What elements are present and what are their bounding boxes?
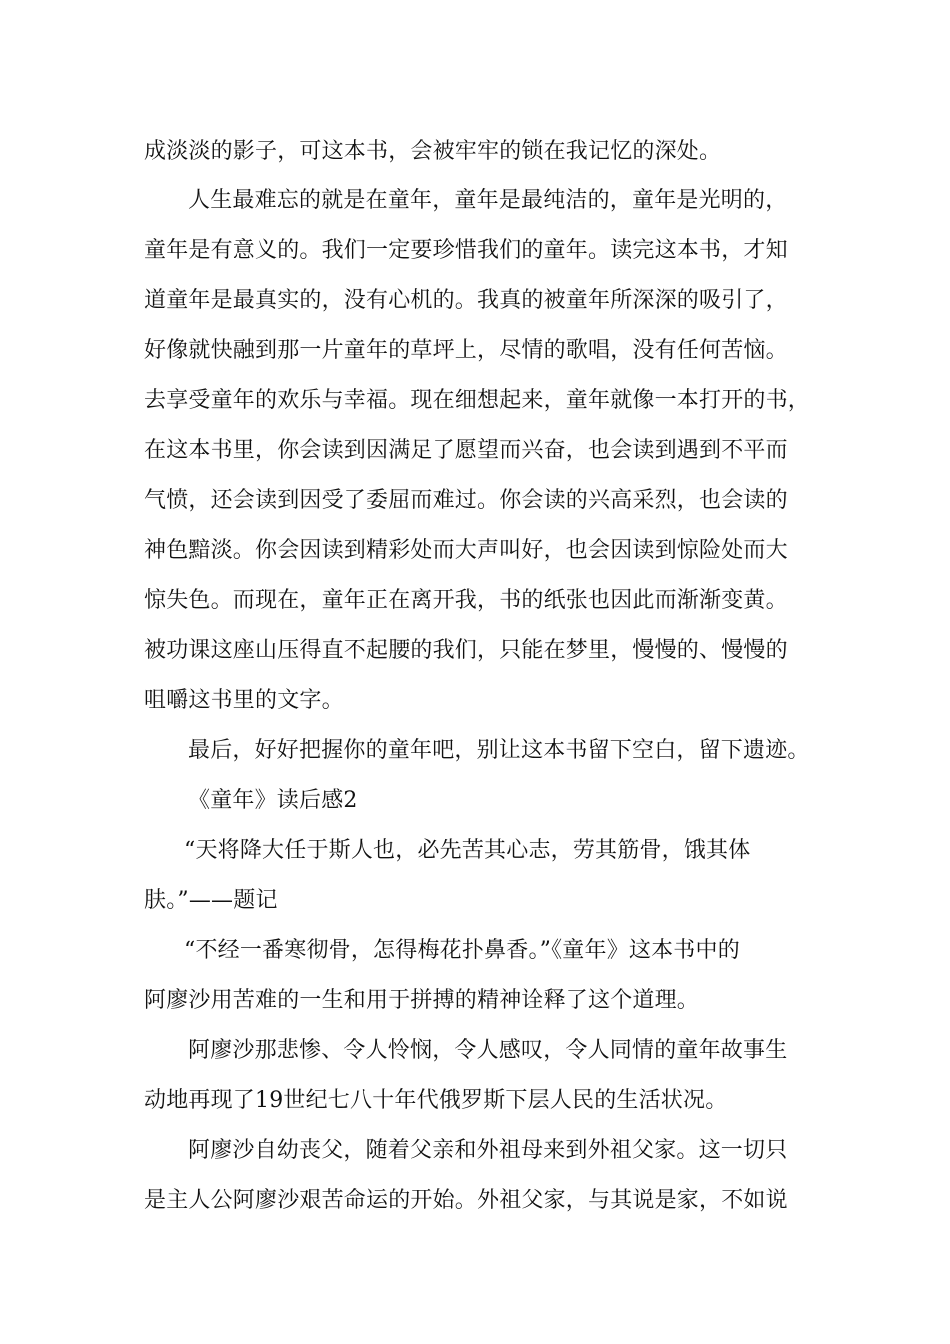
paragraph-start-line: 阿廖沙自幼丧父，随着父亲和外祖母来到外祖父家。这一切只 [188,1138,788,1163]
text-line: 神色黯淡。你会因读到精彩处而大声叫好，也会因读到惊险处而大 [144,538,788,563]
epigraph-line: “天将降大任于斯人也，必先苦其心志，劳其筋骨，饿其体 [184,838,751,863]
text-line: 咀嚼这书里的文字。 [144,688,344,713]
paragraph-start-line: 阿廖沙那悲惨、令人怜悯，令人感叹，令人同情的童年故事生 [188,1038,788,1063]
text-line: 成淡淡的影子，可这本书，会被牢牢的锁在我记忆的深处。 [144,139,722,164]
text-line: 道童年是最真实的，没有心机的。我真的被童年所深深的吸引了， [144,288,788,313]
paragraph-start-line: “不经一番寒彻骨，怎得梅花扑鼻香。”《童年》这本书中的 [184,938,740,963]
text-line: 气愤，还会读到因受了委屈而难过。你会读的兴高采烈，也会读的 [144,488,788,513]
text-line: 是主人公阿廖沙艰苦命运的开始。外祖父家，与其说是家，不如说 [144,1188,788,1213]
text-line: 惊失色。而现在，童年正在离开我，书的纸张也因此而渐渐变黄。 [144,588,788,613]
section-heading: 《童年》读后感2 [188,788,358,813]
text-line: 在这本书里，你会读到因满足了愿望而兴奋，也会读到遇到不平而 [144,438,788,463]
text-line: 动地再现了19世纪七八十年代俄罗斯下层人民的生活状况。 [144,1088,728,1113]
text-line: 去享受童年的欢乐与幸福。现在细想起来，童年就像一本打开的书， [144,388,811,413]
paragraph-start-line: 人生最难忘的就是在童年，童年是最纯洁的，童年是光明的， [188,188,788,213]
text-line: 阿廖沙用苦难的一生和用于拼搏的精神诠释了这个道理。 [144,988,700,1013]
text-line: 童年是有意义的。我们一定要珍惜我们的童年。读完这本书，才知 [144,238,788,263]
text-line: 好像就快融到那一片童年的草坪上，尽情的歌唱，没有任何苦恼。 [144,338,788,363]
paragraph-start-line: 最后，好好把握你的童年吧，别让这本书留下空白，留下遗迹。 [188,738,810,763]
text-line: 被功课这座山压得直不起腰的我们，只能在梦里，慢慢的、慢慢的 [144,638,788,663]
epigraph-line: 肤。”——题记 [144,888,278,913]
